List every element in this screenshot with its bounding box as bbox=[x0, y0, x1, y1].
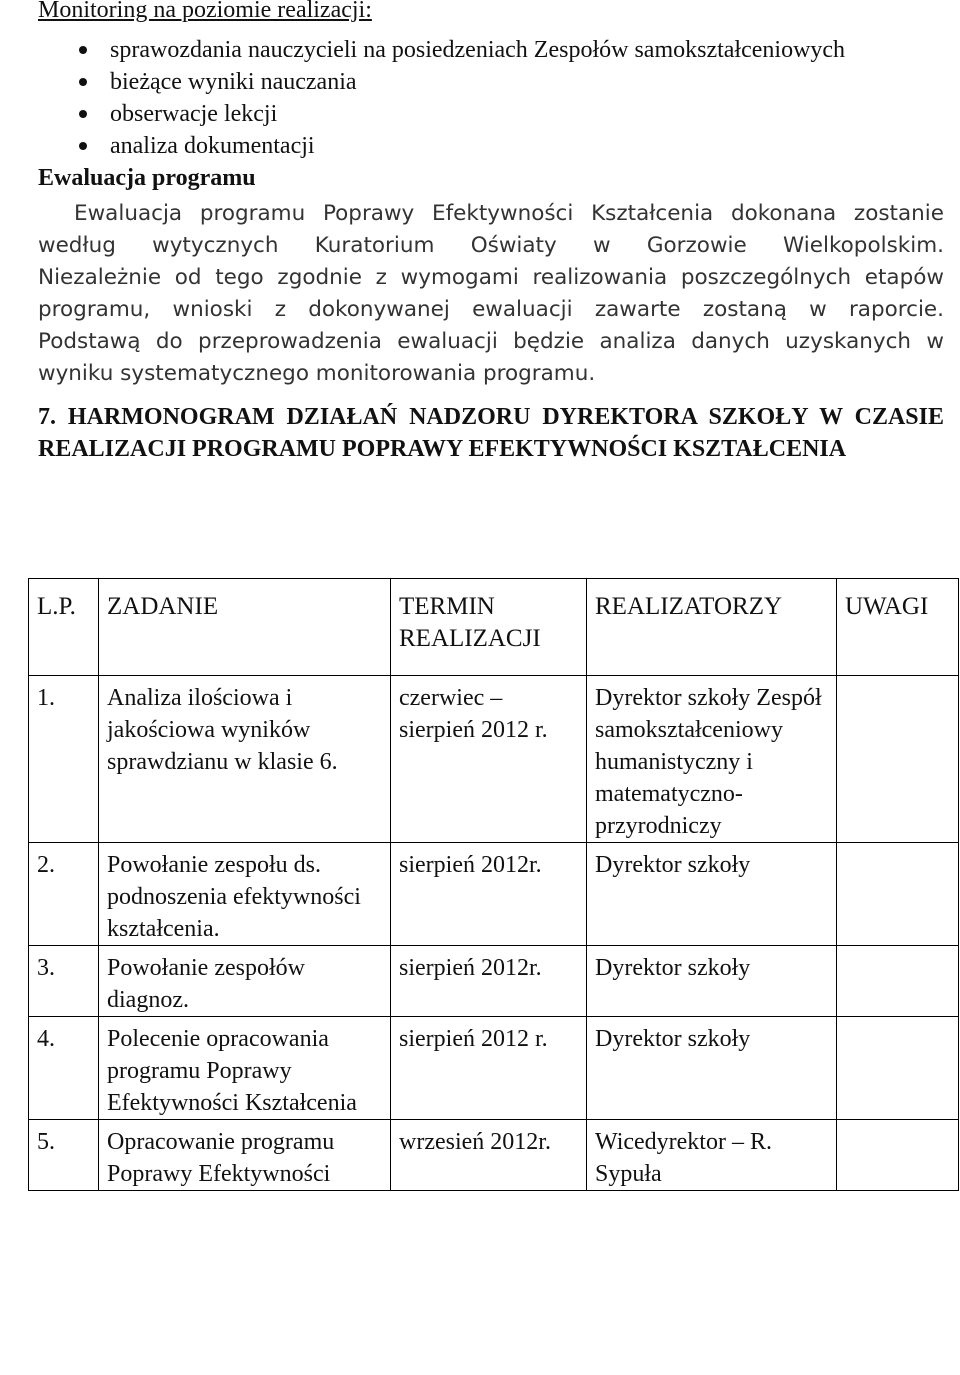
list-item: sprawozdania nauczycieli na posiedzeniach Zespołów samokształceniowych bbox=[38, 34, 944, 66]
cell-task: Analiza ilościowa i jakościowa wyników sprawdzianu w klasie 6. bbox=[99, 676, 391, 843]
evaluation-title: Ewaluacja programu bbox=[38, 165, 256, 191]
header-term: TERMIN REALIZACJI bbox=[391, 579, 587, 676]
cell-notes bbox=[837, 1120, 959, 1191]
cell-term: sierpień 2012 r. bbox=[391, 1017, 587, 1120]
cell-task: Powołanie zespołów diagnoz. bbox=[99, 946, 391, 1017]
cell-lp: 3. bbox=[29, 946, 99, 1017]
cell-task: Polecenie opracowania programu Poprawy Efektywności Kształcenia bbox=[99, 1017, 391, 1120]
table-row bbox=[29, 676, 959, 843]
section-7-title: 7. HARMONOGRAM DZIAŁAŃ NADZORU DYREKTORA SZKOŁY W CZASIE REALIZACJI PROGRAMU POPRAWY EFEKTYWNOŚCI KSZTAŁCENIA bbox=[38, 404, 944, 462]
header-lp: L.P. bbox=[29, 579, 99, 676]
cell-lp: 4. bbox=[29, 1017, 99, 1120]
schedule-table bbox=[28, 578, 959, 1191]
cell-who: Wicedyrektor – R. Sypuła bbox=[587, 1120, 837, 1191]
table-row bbox=[29, 1017, 959, 1120]
table-row bbox=[29, 1120, 959, 1191]
cell-who: Dyrektor szkoły bbox=[587, 1017, 837, 1120]
cell-who: Dyrektor szkoły Zespół samokształceniowy humanistyczny i matematyczno-przyrodniczy bbox=[587, 676, 837, 843]
bullet-icon bbox=[79, 110, 87, 118]
document-page bbox=[38, 0, 944, 465]
cell-term: wrzesień 2012r. bbox=[391, 1120, 587, 1191]
bullet-icon bbox=[79, 78, 87, 86]
cell-term: sierpień 2012r. bbox=[391, 843, 587, 946]
list-item: obserwacje lekcji bbox=[38, 98, 944, 130]
header-task: ZADANIE bbox=[99, 579, 391, 676]
table-row bbox=[29, 946, 959, 1017]
bullet-icon bbox=[79, 142, 87, 150]
cell-notes bbox=[837, 946, 959, 1017]
evaluation-paragraph-2: Niezależnie od tego zgodnie z wymogami realizowania poszczególnych etapów programu, wnioski z dokonywanej ewaluacji zawarte zostaną w raporcie. bbox=[38, 265, 944, 322]
cell-notes bbox=[837, 1017, 959, 1120]
cell-task: Powołanie zespołu ds. podnoszenia efektywności kształcenia. bbox=[99, 843, 391, 946]
table-row bbox=[29, 843, 959, 946]
table-header-row bbox=[29, 579, 959, 676]
evaluation-paragraph-3: Podstawą do przeprowadzenia ewaluacji będzie analiza danych uzyskanych w wyniku systematycznego monitorowania programu. bbox=[38, 329, 944, 386]
cell-task: Opracowanie programu Poprawy Efektywności bbox=[99, 1120, 391, 1191]
cell-notes bbox=[837, 843, 959, 946]
cell-lp: 2. bbox=[29, 843, 99, 946]
list-item: analiza dokumentacji bbox=[38, 130, 944, 162]
bullet-icon bbox=[79, 46, 87, 54]
cell-who: Dyrektor szkoły bbox=[587, 946, 837, 1017]
list-item: bieżące wyniki nauczania bbox=[38, 66, 944, 98]
monitoring-list bbox=[38, 34, 944, 162]
cell-who: Dyrektor szkoły bbox=[587, 843, 837, 946]
monitoring-heading: Monitoring na poziomie realizacji: bbox=[38, 0, 372, 23]
cell-lp: 1. bbox=[29, 676, 99, 843]
cell-lp: 5. bbox=[29, 1120, 99, 1191]
header-who: REALIZATORZY bbox=[587, 579, 837, 676]
evaluation-paragraph-1: Ewaluacja programu Poprawy Efektywności Kształcenia dokonana zostanie według wytycznych Kuratorium Oświaty w Gorzowie Wielkopolskim. bbox=[38, 201, 944, 258]
header-notes: UWAGI bbox=[837, 579, 959, 676]
cell-notes bbox=[837, 676, 959, 843]
cell-term: czerwiec – sierpień 2012 r. bbox=[391, 676, 587, 843]
cell-term: sierpień 2012r. bbox=[391, 946, 587, 1017]
